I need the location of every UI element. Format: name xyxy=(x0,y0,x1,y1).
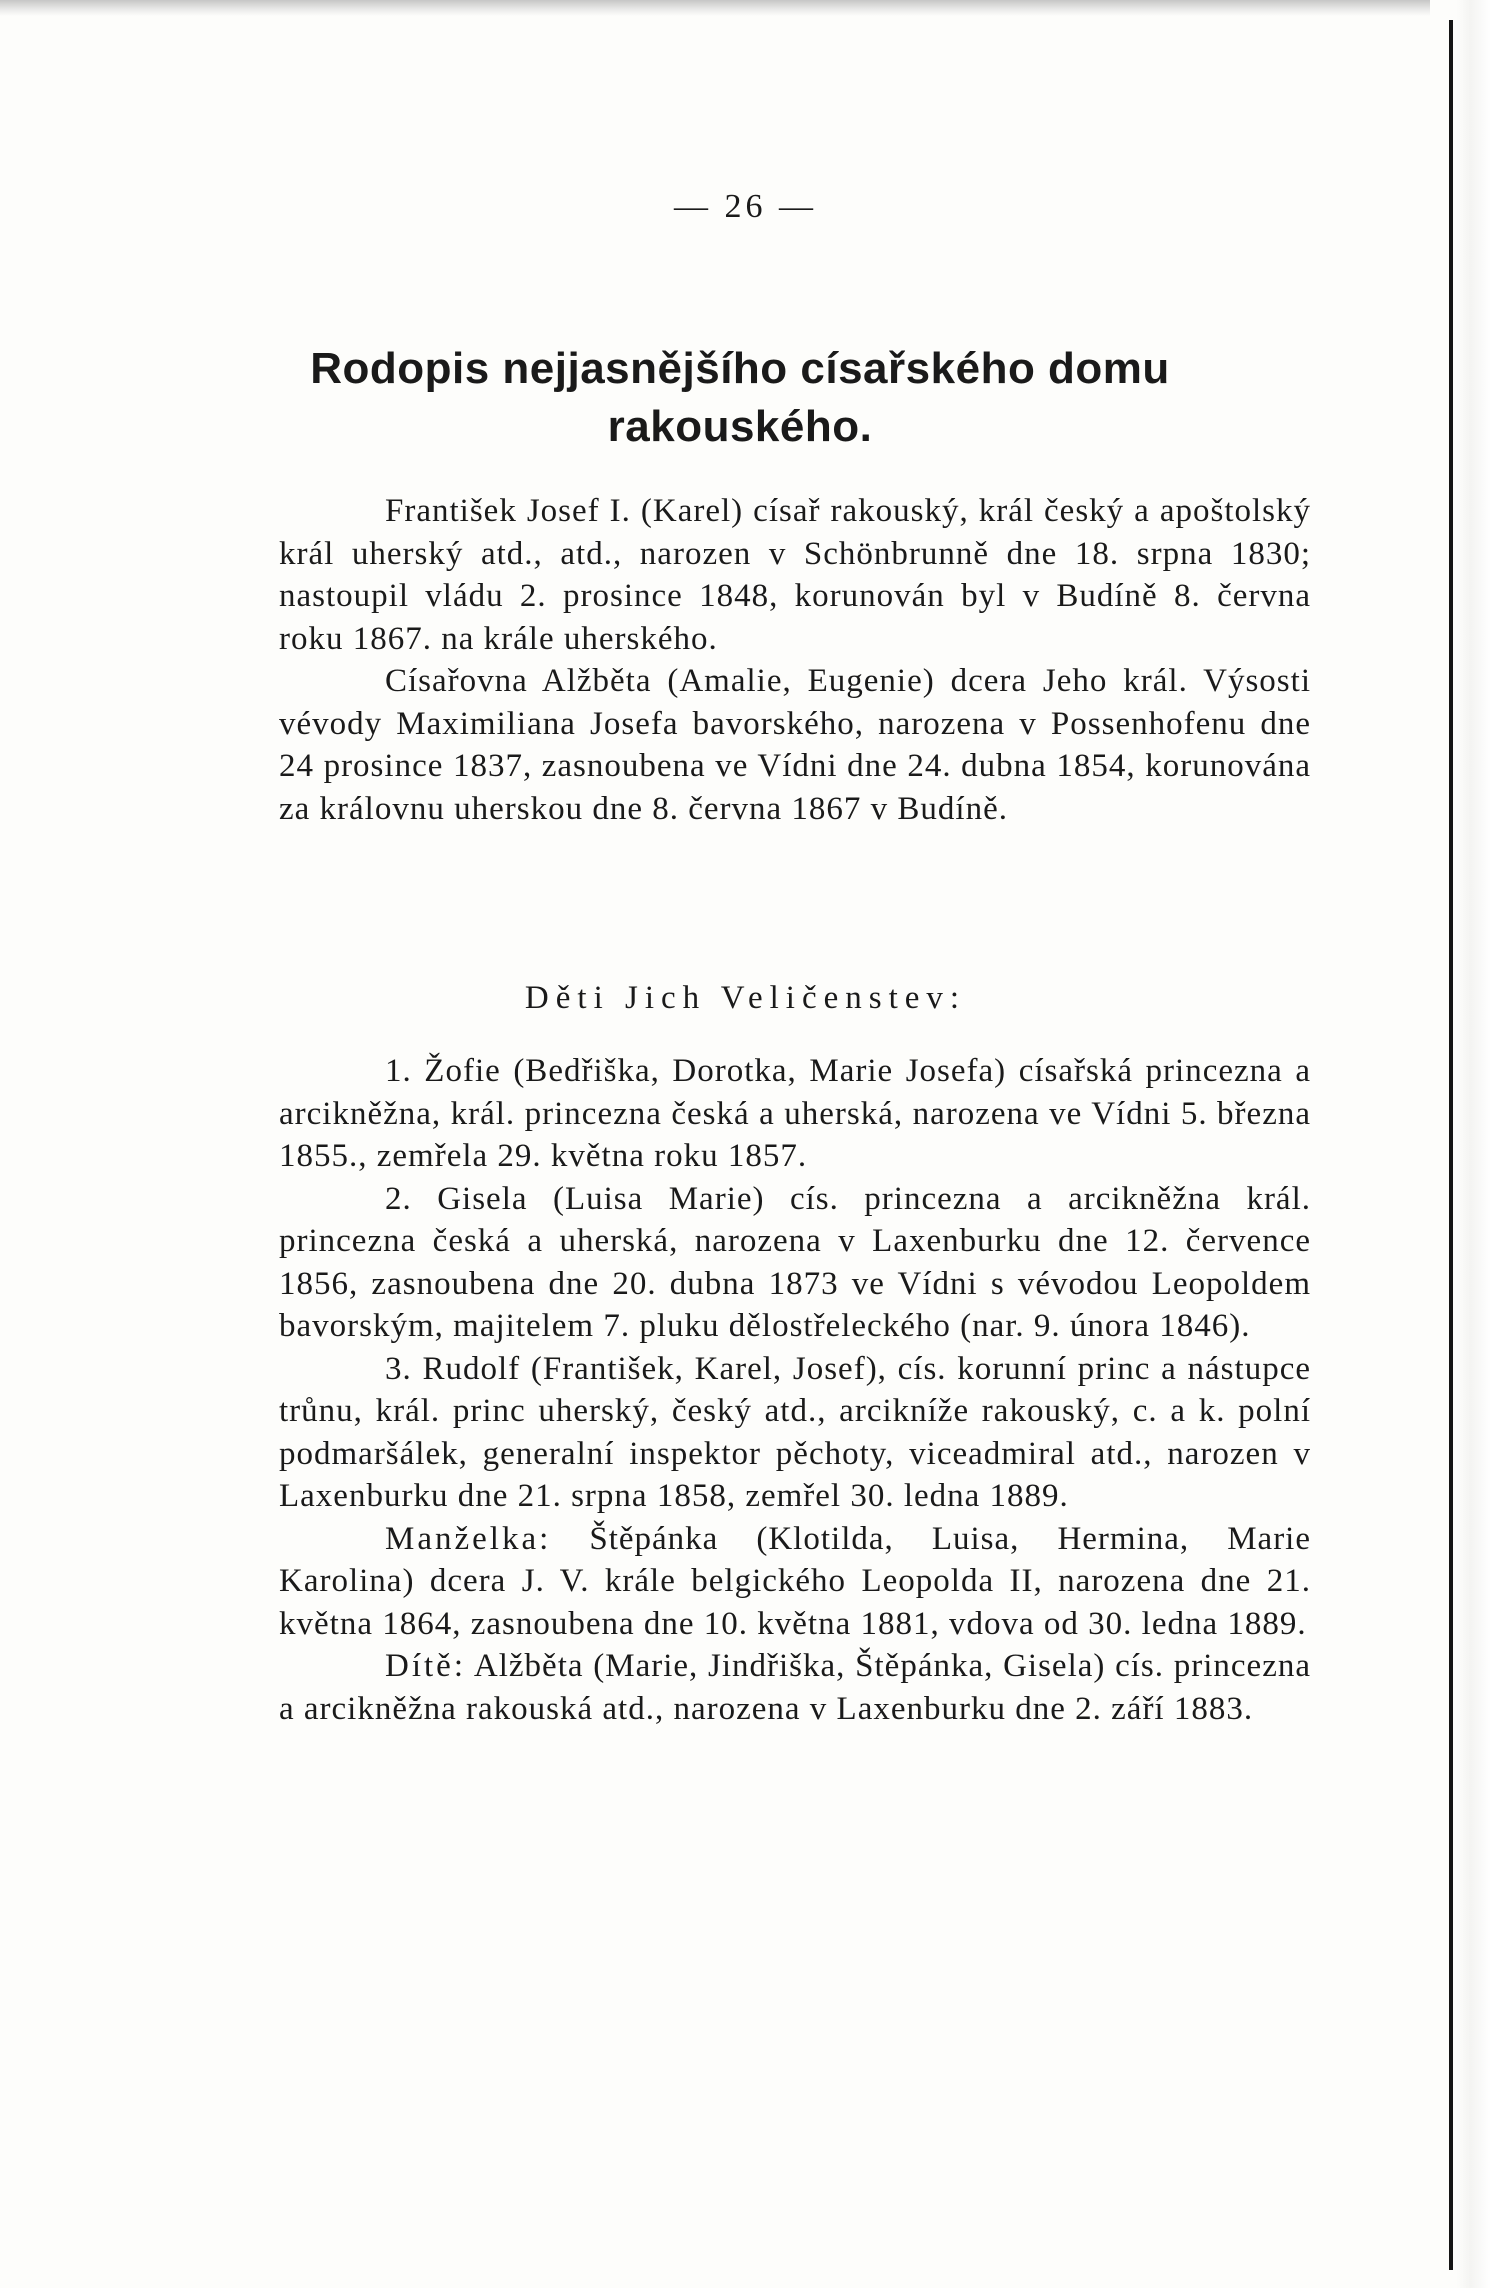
page-number: — 26 — xyxy=(674,188,817,225)
grandchild-label: Dítě: xyxy=(385,1648,466,1684)
empress-paragraph: Císařovna Alžběta (Amalie, Eugenie) dcera Jeho král. Výsosti vévody Maximiliana Josefa bavorského, narozena v Possenhofenu dne 24 prosince 1837, zasnoubena ve Vídni dne 24. dubna 1854, korunována za královnu uherskou dne 8. června 1867 v Budíně. xyxy=(279,663,1311,827)
page-edge-rule xyxy=(1449,20,1453,2270)
scan-top-edge xyxy=(0,0,1430,16)
grandchild-text: Alžběta (Marie, Jindřiška, Štěpánka, Gisela) cís. princezna a arcikněžna rakouská atd., narozena v Laxenburku dne 2. září 1883. xyxy=(279,1648,1311,1727)
child-paragraph-1: 1. Žofie (Bedřiška, Dorotka, Marie Josefa) císařská princezna a arcikněžna, král. princezna česká a uherská, narozena ve Vídni 5. března 1855., zemřela 29. května roku 1857. xyxy=(279,1053,1311,1174)
spouse-paragraph xyxy=(279,1518,1311,1646)
children-heading: Děti Jich Veličenstev: xyxy=(524,980,967,1016)
children-section xyxy=(279,1050,1311,1730)
sovereigns-section xyxy=(279,490,1311,830)
child-paragraph-3: 3. Rudolf (František, Karel, Josef), cís. korunní princ a nástupce trůnu, král. princ uherský, český atd., arcikníže rakouský, c. a k. polní podmaršálek, generalní inspektor pěchoty, viceadmiral atd., narozen v Laxenburku dne 21. srpna 1858, zemřel 30. ledna 1889. xyxy=(279,1350,1311,1514)
scan-right-margin xyxy=(1457,0,1491,2288)
spouse-label: Manželka: xyxy=(385,1520,552,1557)
spouse-text: Štěpánka (Klotilda, Luisa, Hermina, Marie Karolina) dcera J. V. krále belgického Leopolda II, narozena dne 21. května 1864, zasnoubena dne 10. května 1881, vdova od 30. ledna 1889. xyxy=(279,1520,1311,1642)
page-title: Rodopis nejjasnějšího císařského domu rakouského. xyxy=(310,344,1170,451)
child-paragraph-2: 2. Gisela (Luisa Marie) cís. princezna a arcikněžna král. princezna česká a uherská, narozena v Laxenburku dne 12. července 1856, zasnoubena dne 20. dubna 1873 ve Vídni s vévodou Leopoldem bavorským, majitelem 7. pluku dělostřeleckého (nar. 9. února 1846). xyxy=(279,1180,1311,1344)
grandchild-paragraph xyxy=(279,1645,1311,1730)
emperor-paragraph: František Josef I. (Karel) císař rakouský, král český a apoštolský král uherský atd., atd., narozen v Schönbrunně dne 18. srpna 1830; nastoupil vládu 2. prosince 1848, korunován byl v Budíně 8. června roku 1867. na krále uherského. xyxy=(279,493,1311,657)
